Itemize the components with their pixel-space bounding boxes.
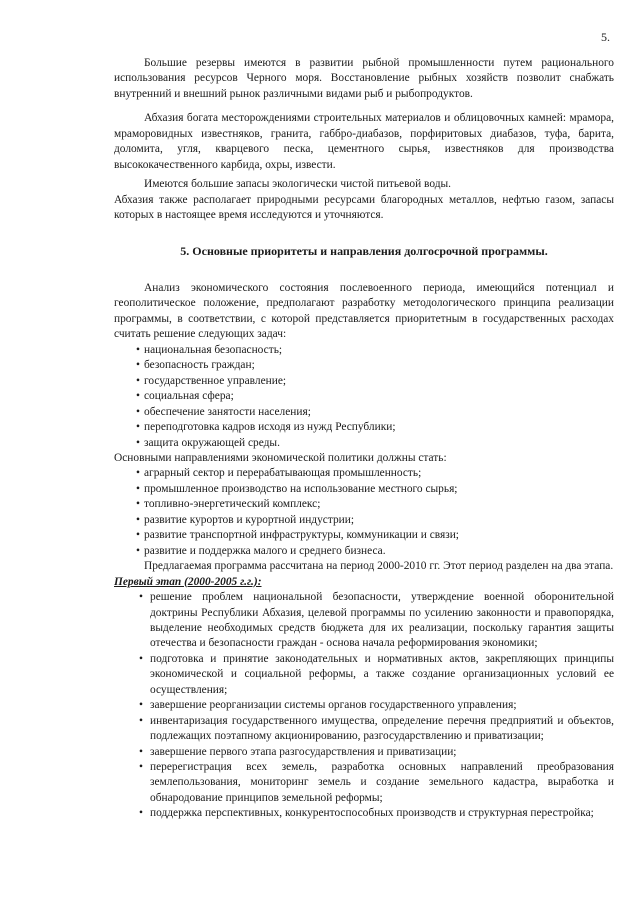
paragraph-fishing: Большие резервы имеются в развитии рыбной промышленности путем рационального использования ресурсов Черного моря. Восстановление рыбных хозяйств позволит снабжать внутренний и внешний рынок различными видами рыб и рыбопродуктов.: [114, 57, 614, 100]
list-item: • безопасность граждан;: [136, 358, 614, 373]
list-item: • топливно-энергетический комплекс;: [136, 497, 614, 512]
list-item: • инвентаризация государственного имущества, определение перечня предприятий и объектов, подлежащих поэтапному акционированию, разгосударствлению и приватизации;: [150, 714, 614, 745]
list-item: • социальная сфера;: [136, 389, 614, 404]
list-item: • завершение реорганизации системы органов государственного управления;: [150, 698, 614, 713]
list-item: • поддержка перспективных, конкурентоспособных производств и структурная перестройка;: [150, 806, 614, 821]
stage-one-list: [114, 590, 614, 822]
list-item: • перерегистрация всех земель, разработка основных направлений преобразования землепользования, мониторинг земель и создание земельного кадастра, выработка и обнародование принципов земельной реформы;: [150, 760, 614, 806]
list-item: • национальная безопасность;: [136, 343, 614, 358]
paragraph-analysis: Анализ экономического состояния послевоенного периода, имеющийся потенциал и геополитическое положение, предполагают разработку методологического принципа реализации программы, в соответствии, с которой представляется приоритетным в государственных расходах считать решение следующих задач:: [114, 281, 614, 341]
paragraph-minerals: Абхазия богата месторождениями строительных материалов и облицовочных камней: мрамора, мраморовидных известняков, гранита, габбро-диабазов, порфиритовых диабазов, туфа, барита, доломита, угля, кварцевого песка, цементного сырья, известняков для производства высококачественного карбида, охры, извести.: [114, 112, 614, 171]
paragraph-water: Имеются большие запасы экологически чистой питьевой воды.: [144, 178, 452, 191]
stage-one-title: [114, 575, 614, 590]
paragraph-program-period: Предлагаемая программа рассчитана на период 2000-2010 гг. Этот период разделен на два этапа.: [144, 560, 614, 573]
paragraph-directions-intro: Основными направлениями экономической политики должны стать:: [114, 451, 447, 464]
list-item: • аграрный сектор и перерабатывающая промышленность;: [136, 466, 614, 481]
list-item: • защита окружающей среды.: [136, 436, 614, 451]
list-item: • развитие транспортной инфраструктуры, коммуникации и связи;: [136, 528, 614, 543]
list-item: • переподготовка кадров исходя из нужд Республики;: [136, 420, 614, 435]
tasks-list: [114, 343, 614, 451]
paragraph-metals: Абхазия также располагает природными ресурсами благородных металлов, нефтью газом, запасы которых в настоящее время исследуются и уточняются.: [114, 193, 614, 222]
list-item: • решение проблем национальной безопасности, утверждение военной оборонительной доктрины Республики Абхазия, целевой программы по усилению законности и правопорядка, выделение необходимых средств бюджета для их реализации, поскольку гарантия защиты отечества и безопасности граждан - основа начала реформирования экономики;: [150, 590, 614, 652]
page-body: [114, 56, 614, 822]
list-item: • развитие курортов и курортной индустрии;: [136, 513, 614, 528]
list-item: • развитие и поддержка малого и среднего бизнеса.: [136, 544, 614, 559]
list-item: • завершение первого этапа разгосударствления и приватизации;: [150, 745, 614, 760]
list-item: • государственное управление;: [136, 374, 614, 389]
list-item: • обеспечение занятости населения;: [136, 405, 614, 420]
list-item: • подготовка и принятие законодательных и нормативных актов, закрепляющих принципы экономической и социальной реформы, а также создание организационных условий ее осуществления;: [150, 652, 614, 698]
list-item: • промышленное производство на использование местного сырья;: [136, 482, 614, 497]
stage-one-label: Первый этап (2000-2005 г.г.):: [114, 575, 262, 588]
page-number: 5.: [601, 30, 610, 44]
section-heading: 5. Основные приоритеты и направления долгосрочной программы.: [180, 243, 548, 258]
directions-list: [114, 466, 614, 559]
